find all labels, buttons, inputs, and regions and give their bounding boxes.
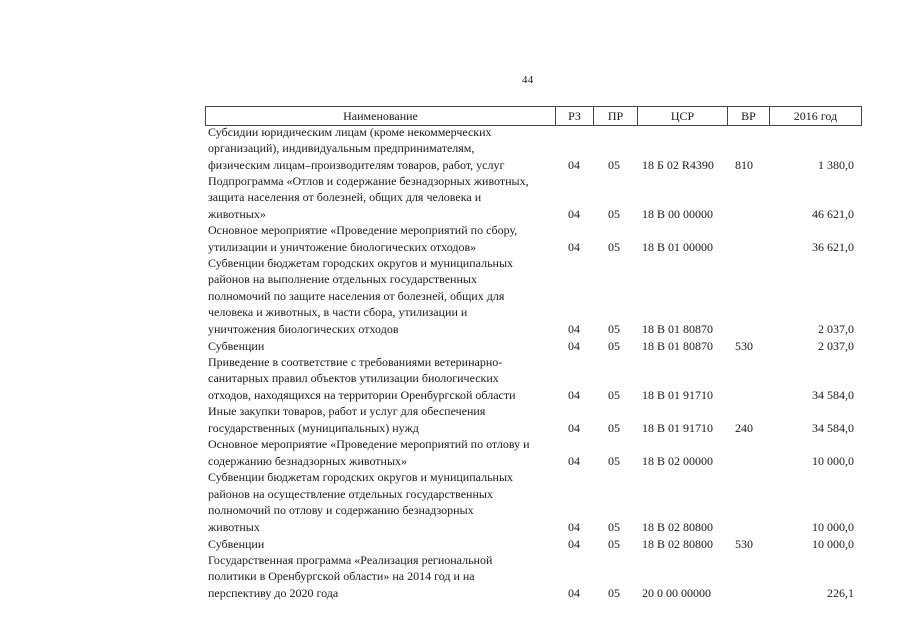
row-amount: 34 584,0 — [812, 387, 854, 402]
row-csr: 18 В 00 00000 — [642, 206, 714, 221]
row-pr: 05 — [608, 585, 620, 600]
row-pr: 05 — [608, 157, 620, 172]
table-row — [208, 403, 858, 436]
row-rz: 04 — [568, 536, 580, 551]
table-row — [208, 469, 858, 535]
row-pr: 05 — [608, 338, 620, 353]
header-rz: РЗ — [555, 107, 593, 125]
table-row — [208, 124, 858, 173]
table-row — [208, 222, 858, 255]
table-row — [208, 552, 858, 601]
row-amount: 46 621,0 — [812, 206, 854, 221]
row-amount: 1 380,0 — [818, 157, 854, 172]
row-amount: 2 037,0 — [818, 338, 854, 353]
row-pr: 05 — [608, 420, 620, 435]
row-vr: 530 — [735, 338, 753, 353]
row-csr: 18 В 01 91710 — [642, 387, 714, 402]
header-csr: ЦСР — [637, 107, 727, 125]
row-name: Государственная программа «Реализация региональной политики в Оренбургской области» на 2014 год и на перспективу до 2020 года — [208, 552, 493, 600]
row-amount: 36 621,0 — [812, 239, 854, 254]
row-pr: 05 — [608, 453, 620, 468]
row-pr: 05 — [608, 239, 620, 254]
row-pr: 05 — [608, 536, 620, 551]
header-name: Наименование — [205, 107, 555, 125]
row-amount: 10 000,0 — [812, 536, 854, 551]
row-csr: 18 Б 02 R4390 — [642, 157, 714, 172]
row-rz: 04 — [568, 420, 580, 435]
row-name: Подпрограмма «Отлов и содержание безнадзорных животных, защита населения от болезней, общих для человека и животных» — [208, 173, 529, 221]
table-row — [208, 173, 858, 222]
row-pr: 05 — [608, 206, 620, 221]
row-csr: 18 В 01 80870 — [642, 338, 714, 353]
row-name: Иные закупки товаров, работ и услуг для обеспечения государственных (муниципальных) нужд — [208, 404, 486, 435]
row-rz: 04 — [568, 157, 580, 172]
row-csr: 20 0 00 00000 — [642, 585, 711, 600]
header-pr: ПР — [593, 107, 637, 125]
row-name: Основное мероприятие «Проведение мероприятий по сбору, утилизации и уничтожение биологических отходов» — [208, 223, 518, 254]
row-csr: 18 В 02 80800 — [642, 519, 714, 534]
row-rz: 04 — [568, 585, 580, 600]
row-csr: 18 В 01 91710 — [642, 420, 714, 435]
row-vr: 240 — [735, 420, 753, 435]
row-name: Субвенции бюджетам городских округов и муниципальных районов на осуществление отдельных государственных полномочий по отлову и содержанию безнадзорных животных — [208, 470, 514, 534]
row-rz: 04 — [568, 387, 580, 402]
table-row — [208, 436, 858, 469]
header-year: 2016 год — [769, 107, 862, 125]
row-vr: 810 — [735, 157, 753, 172]
row-rz: 04 — [568, 239, 580, 254]
row-amount: 10 000,0 — [812, 453, 854, 468]
row-amount: 226,1 — [827, 585, 854, 600]
row-name: Субсидии юридическим лицам (кроме некоммерческих организаций), индивидуальным предпринимателям, физическим лицам–производителям товаров, работ, услуг — [208, 124, 505, 172]
row-amount: 34 584,0 — [812, 420, 854, 435]
table-row — [208, 354, 858, 403]
row-name: Основное мероприятие «Проведение мероприятий по отлову и содержанию безнадзорных животных» — [208, 437, 530, 468]
row-csr: 18 В 02 00000 — [642, 453, 714, 468]
row-csr: 18 В 01 00000 — [642, 239, 714, 254]
row-rz: 04 — [568, 453, 580, 468]
row-rz: 04 — [568, 519, 580, 534]
row-name: Субвенции бюджетам городских округов и муниципальных районов на выполнение отдельных государственных полномочий по защите населения от болезней, общих для человека и животных, в части сбора, утилизации и уничтожения биологических отходов — [208, 255, 514, 336]
row-amount: 10 000,0 — [812, 519, 854, 534]
row-name: Субвенции — [208, 338, 265, 353]
header-vr: ВР — [727, 107, 769, 125]
page-number: 44 — [522, 74, 534, 86]
row-name: Субвенции — [208, 536, 265, 551]
table-row — [208, 337, 858, 354]
row-vr: 530 — [735, 536, 753, 551]
row-pr: 05 — [608, 321, 620, 336]
table-row — [208, 255, 858, 337]
row-pr: 05 — [608, 519, 620, 534]
row-rz: 04 — [568, 206, 580, 221]
row-rz: 04 — [568, 338, 580, 353]
row-name: Приведение в соответствие с требованиями ветеринарно- санитарных правил объектов утилизации биологических отходов, находящихся на территории Оренбургской области — [208, 354, 516, 402]
row-csr: 18 В 02 80800 — [642, 536, 714, 551]
table-row — [208, 535, 858, 552]
row-pr: 05 — [608, 387, 620, 402]
row-rz: 04 — [568, 321, 580, 336]
row-amount: 2 037,0 — [818, 321, 854, 336]
row-csr: 18 В 01 80870 — [642, 321, 714, 336]
